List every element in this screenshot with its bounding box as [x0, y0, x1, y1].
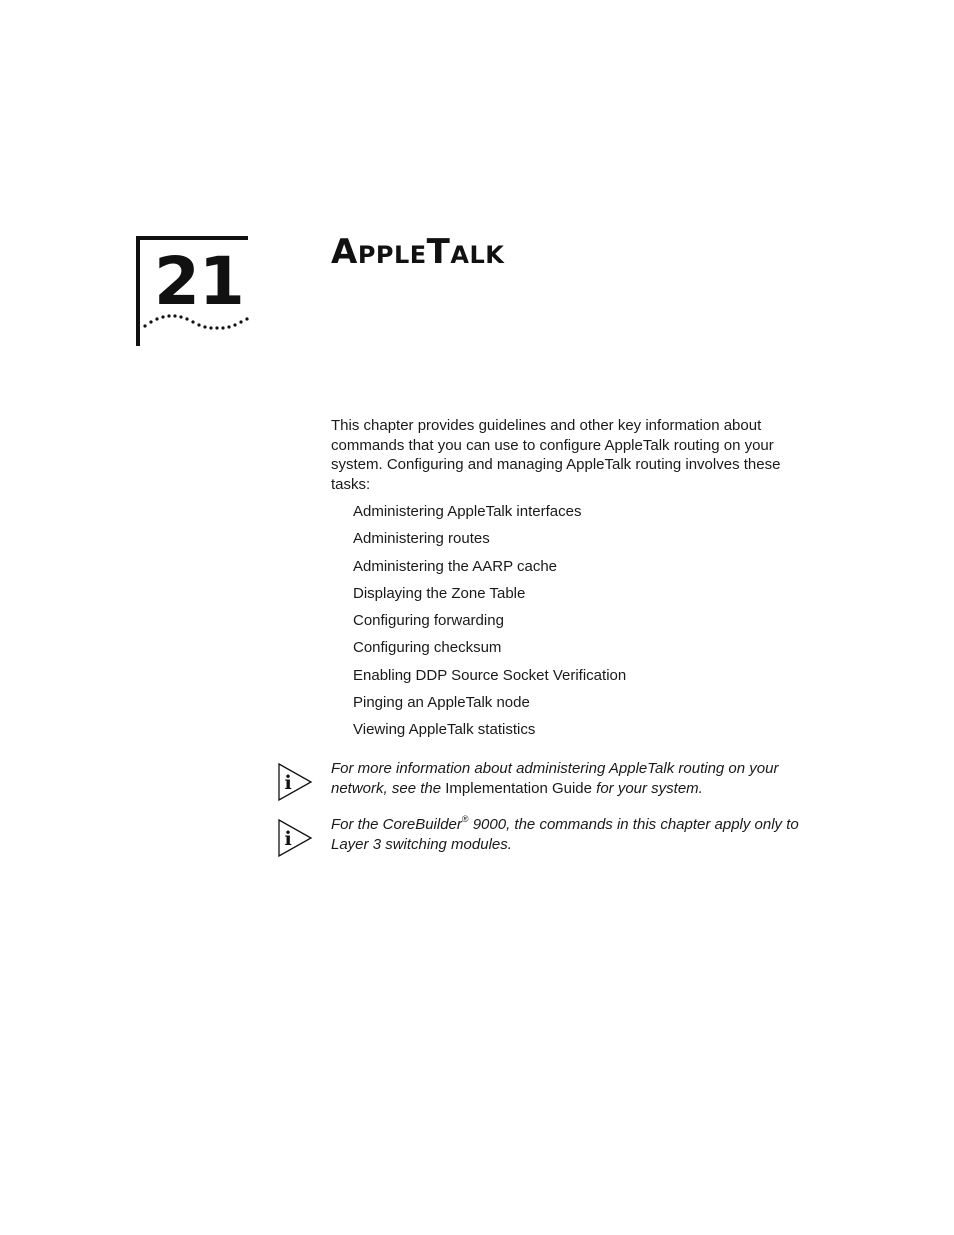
list-item: Pinging an AppleTalk node — [353, 694, 530, 712]
list-item: Displaying the Zone Table — [353, 584, 526, 602]
list-item: Administering AppleTalk interfaces — [353, 503, 582, 520]
list-item: Administering the AARP cache — [353, 557, 558, 575]
note-text — [331, 759, 831, 798]
list-item: Administering routes — [353, 530, 490, 548]
list-item: Viewing AppleTalk statistics — [353, 721, 536, 739]
registered-mark: ® — [461, 814, 469, 824]
chapter-number: 21 — [154, 243, 244, 320]
list-item: Configuring forwarding — [353, 612, 504, 630]
list-item: Configuring checksum — [353, 639, 502, 657]
list-item: Enabling DDP Source Socket Verification — [353, 666, 627, 684]
intro-paragraph: This chapter provides guidelines and other key information about commands that you can use to configure AppleTalk routing on your system. Configuring and managing AppleTalk routing involves these tasks: — [331, 417, 781, 493]
svg-text:i: i — [284, 828, 292, 850]
info-icon — [277, 819, 313, 857]
info-icon — [277, 763, 313, 801]
note-text-before: For the CoreBuilder — [331, 816, 462, 833]
note-text-after: 9000, the commands in this chapter apply only to Layer 3 switching modules. — [331, 816, 799, 853]
chapter-number-badge — [136, 236, 254, 348]
note-text — [331, 815, 831, 854]
svg-text:i: i — [284, 772, 292, 794]
note-corebuilder — [277, 815, 837, 859]
note-text-before: For more information about administering AppleTalk routing on your network, see the — [331, 760, 779, 797]
book-title: Implementation Guide — [445, 779, 592, 797]
note-text-after: for your system. — [591, 779, 703, 797]
chapter-title: AppleTalk — [331, 232, 505, 272]
note-implementation-guide — [277, 759, 837, 803]
task-list — [353, 502, 626, 748]
